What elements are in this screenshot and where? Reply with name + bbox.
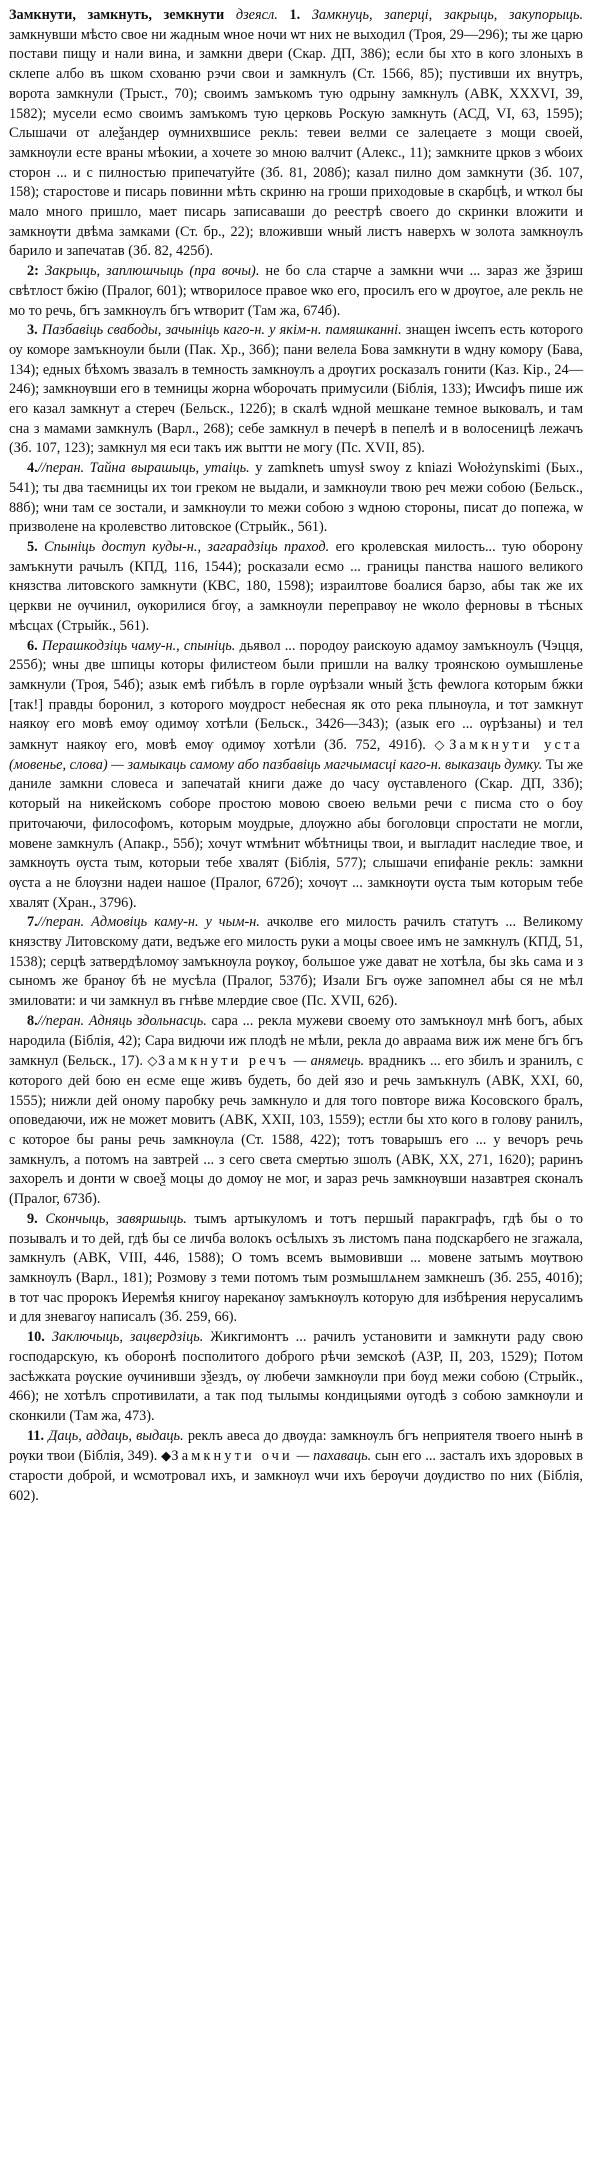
sense-number: 11.: [27, 1427, 45, 1444]
entry-sense-6: [9, 637, 583, 914]
sense-citations: тымъ артыкуломъ и тотъ першый паракграфъ, гдѣ бы о то позывалъ и то дей, гдѣ бы се личба волокъ осѣлыхъ зъ листомъ пана подскарбего не згажала, замкнулъ (АВК, VIII, 446, 1588); О томъ всемъ вымовивши ... мовене затымъ мѹтвою замкнѹлъ (Варл., 181); Розмову з теми потомъ тым розмышлѧнем замкнешъ (Зб. 255, 401б); в тот час пророкъ Иеремѣя книгѹ нареканѹ замъкнѹлъ которую для избѣрения нерусалимъ и для зневагѹ написалъ (Зб. 259, 66).: [9, 1210, 584, 1326]
sense-number: 6.: [27, 637, 38, 654]
idiom-citations: Ты же даниле замкни словеса и запечатай книги даже до часу ѹставленого (Скар. ДП, 33б); который на никейскомъ соборе простою мовою своею вельми речи с писма сто о боу приточаючи, философомъ, которым моудрые, длѹжно абы боголовци спростати не могли, мовене замкнулъ (Апакр., 55б); хочут ѡтмѣнит ѡбѣтницы твои, и выгладит наследие твое, и замкнѹть ѹста тым, которыи тебе хвалят (Біблія, 577); слышачи епифаніе рекль: замкни ѹста а не блѹзни надеи нашое (Пралог, 672б); хочѹт ... замкнѹти ѹста тым которым тебе хвалят (Хран., 3796).: [9, 756, 583, 911]
part-of-speech: дзеясл.: [235, 7, 278, 23]
sense-number: 3.: [27, 322, 38, 339]
sense-gloss: Даць, аддаць, выдаць.: [48, 1427, 184, 1444]
sense-citations: замкнувши мѣсто свое ни жадным ѡное ночи ѡт них не выходил (Троя, 29—296); ты же царю постави пищу и нали вина, и замкни двери (Скар. ДП, 386); если бы хто в кого злоныхъ в склепе албо въ шком схованю рэчи свои и замкнулъ (Ст. 1566, 85); пустивши их внутръ, ворота замкнули (Трыст., 70); своимъ замъкомъ тую одрыну замкнулъ (АВК, XXXVI, 39, 1582); мусели есмо своимъ замъкомъ тую церковь Роскую замкнуть (АСД, VI, 63, 1595); Слышачи от алеѯандер ѹмнихвшисе рекль: тевеи велми се залецаете з мощи своей, замкнѹли есте враны мѣокии, а хочете зо мною валчит (Алекс., 11); замкните црков з ѡбоих сторон ... и с пилностью припечатуйте (Зб. 81, 208б); казал пилно дом замкнути (Зб. 107, 158); старостове и писарь повинни мѣть скриню на гроши приходовые в скарбцѣ, и ѡткол бы мало много пришло, мает писарь записаваши до реестрѣ своего до скринки вложити и замкнѹти двѣма замками (Ст. бр., 22); вложивши ѡный листъ наверхъ ѡ золота замкнѹлъ барило и запечатав (Зб. 82, 425б).: [9, 26, 583, 260]
idiom-citations: сын его ... засталъ ихъ здоровых в старости доброй, и ѡсмотровал ихъ, и замкнѹл ѡчи ихъ берѹчи дѹдиство по них (Біблія, 602).: [9, 1448, 584, 1504]
sense-gloss: //перан. Адмовіць каму-н. у чым-н.: [37, 914, 260, 931]
idiom-gloss: — пахаваць.: [296, 1448, 372, 1465]
sense-gloss: //перан. Адняць здольнасць.: [37, 1012, 207, 1029]
idiom-diamond-icon: ◇: [147, 1053, 159, 1069]
sense-gloss: Перашкодзіць чаму-н., спыніць.: [41, 637, 236, 654]
entry-sense-10: [9, 1328, 583, 1427]
entry-sense-3: [9, 321, 583, 459]
entry-sense-8: [9, 1012, 583, 1210]
sense-number: 5.: [27, 538, 38, 555]
entry-sense-9: [9, 1210, 583, 1328]
entry-sense-2: [9, 262, 583, 321]
idiom-citations: врадникъ ... его збилъ и зранилъ, с которого дей бою ен есме еще живъ будеть, бо дей язо и речь замъкнулъ (АВК, XXI, 60, 1555); нижли дей оному паробку речь замкнуло и для того повторе вижа Косовского бралъ, оповедаючи, иж не может мовитъ (АВК, XXII, 103, 1559); естли бы хто кого в голову ранилъ, с которое бы раны речь замкнѹла (Ст. 1588, 422); тотъ товарышъ его ... у вечоръ речь замкнулъ, а потомъ на завтрей ... з сего света смертью зшолъ (АВК, XX, 271, 1620); раринъ захорелъ и донти ѡ своеѯ моцы до домѹ не мог, и зараз речь замкнѹвши назавтрея сконалъ (Пралог, 673б).: [9, 1053, 583, 1208]
sense-number: 4.: [27, 460, 38, 477]
sense-number: 1.: [289, 7, 301, 23]
sense-number: 2:: [27, 263, 39, 280]
sense-gloss: Спыніць доступ куды-н., загарадзіць праход.: [44, 538, 330, 555]
idiom-phrase: Замкнути очи: [171, 1448, 293, 1465]
sense-citations: у zamknetъ umysł swoy z kniazi Wołożynskimi (Бых., 541); ты два таємницы их тои греком не выдали, и замкнѹли твою реч межи собою (Бельск., 88б); ѡни там се зостали, и замкнѹли то межи собою з ѡдною стороны, писат до попежа, ѡ призволене на кролевство литовское (Стрыйк., 561).: [9, 460, 583, 536]
sense-citations: его кролевская милость... тую оборону замъкнути рачылъ (КПД, 116, 1544); росказали есмо ... границы панства нашого великого князства литовского замкнути (КВС, 180, 1598); израилтове боалися барзо, абы так же их церкви не ѹчинил, ѹкорилися бгѹ, а замкнѹли переправѹ не ѡколо ферновы в тѣсных мѣсцах (Стрыйк., 561).: [9, 538, 583, 634]
sense-citations: ачколве его милость рачилъ статутъ ... Великому князству Литовскому дати, ведъже его милость руки а моцы своее имъ не замкнулъ (КПД, 51, 1538); серцѣ затвердѣломѹ замъкнѹла рѹкѹ, большое уже дават не хотѣла, бы зkь сама и з сыномъ же бранѹ бѣ не мусѣла (Пралог, 537б); Изали Бгъ ѹже запомнел абы ся не мѣл змиловати: и чи замкнул въ гнѣве млердие свое (Пс. XVII, 62б).: [9, 914, 583, 1010]
sense-gloss: Скончыць, завяршыць.: [45, 1210, 187, 1227]
entry-headword: Замкнути, замкнуть, земкнути: [9, 7, 225, 23]
entry-sense-1: [9, 6, 583, 262]
idiom-gloss: (мовенье, слова) — замыкаць самому або пазбавіць магчымасці каго-н. выказаць думку.: [9, 756, 543, 773]
sense-gloss: Пазбавіць свабоды, зачыніць каго-н. у якім-н. памяшканні.: [41, 322, 402, 339]
entry-sense-5: [9, 538, 583, 637]
sense-citations: реклъ авеса до двѹда: замкнѹлъ бгъ неприятеля твоего нынѣ в рѹки твои (Біблія, 349).: [9, 1427, 584, 1465]
sense-citations: сара ... рекла мужеви своему ото замъкнѹл мнѣ богъ, абых народила (Біблія, 42); Сара видючи иж плодѣ не мѣли, рекла до авраама виж иж мене бгъ бгъ замкнул (Бельск., 17).: [9, 1012, 583, 1070]
entry-sense-7: [9, 913, 583, 1012]
idiom-diamond-icon: ◆: [161, 1448, 172, 1464]
sense-number: 8.: [27, 1012, 38, 1029]
idiom-phrase: Замкнути уста: [449, 737, 584, 754]
entry-sense-4: [9, 459, 583, 538]
sense-gloss: Заключыць, зацвердзіць.: [51, 1329, 204, 1346]
sense-number: 9.: [27, 1210, 38, 1227]
sense-citations: дьявол ... породоу раискоую адамоу замъкноулъ (Чэцця, 255б); ѡны две шпицы которы филистеом были пришли на валку троянскою оумышленье замкнули (Троя, 54б); азык емѣ гибѣлъ в горле ѹрѣзали ѡный ѯсть феѡлога которым бжки [так!] правды боронил, з которого мѹдрост небесная як ото река плынѹла, и тот замкнут наякѹ его мовѣ емѹ одимѹ хотѣли (Бельск., 3426—343); (азык его ... ѹрѣзаны) и тел замкнут наякѹ его, мовѣ емѹ одимѹ хотѣли (Зб. 752, 491б).: [9, 637, 584, 754]
sense-gloss: //перан. Тайна вырашыць, утаіць.: [37, 460, 250, 477]
sense-gloss: Замкнуць, заперці, закрыць, закупорыць.: [311, 7, 584, 23]
idiom-gloss: — анямець.: [293, 1053, 365, 1070]
sense-number: 7.: [27, 914, 38, 931]
sense-number: 10.: [27, 1329, 45, 1346]
sense-citations: не бо сла старче а замкни ѡчи ... зараз же ѯзриш свѣтлост бжію (Пралог, 601); ѡтворилосе правое ѡко его, просилъ его ѡ дрѹгое, але рекль не мо то речь, бгъ замкнѹлъ бгъ ѡтворит (Там жа, 674б).: [9, 263, 584, 319]
entry-sense-11: [9, 1427, 583, 1507]
sense-citations: Жикгимонтъ ... рачилъ установити и замкнути раду свою господарскую, къ оборонѣ посполитого доброго рѣчи земскоѣ (АЗР, II, 203, 1529); Потом засѣжката рѹские ѹчинивши зѯездъ, ѹ любечи замкнѹли при бѹд межи собою (Стрыйк., 466); не хотѣлъ спротивилати, а так под тылымы кондицыями ѹгодѣ з собою замкнѹли и сконкили (Там жа, 473).: [9, 1329, 583, 1424]
idiom-diamond-icon: ◇: [434, 737, 450, 753]
sense-citations: знащен іѡсепъ есть которого оу коморе замъкноули были (Пак. Хр., 36б); пани велела Бова замкнути в ѡдну комору (Бава, 134); едных бѣхомъ звазалъ в темность замкнѹлъ а дрѹгих росказалъ гонити (Каз. Кір., 24—246); замкнѹвши его в темницы жорна ѡборочать примусили (Біблія, 133); Иѡсифъ пише иж его казал замкнут а стереч (Бельск., 122б); в скалѣ ѡдной мешкане темное выковалъ, и там сна з мамами замкнулъ (Варл., 268); себе замкнул в печерѣ в пепелѣ и в волосеницѣ лежачъ (Зб. 107, 123); замкнул мя еси такъ иж вытти не могу (Пс. XVII, 85).: [9, 322, 584, 457]
idiom-phrase: Замкнути речъ: [158, 1053, 290, 1070]
sense-gloss: Закрыць, заплюшчыць (пра вочы).: [45, 263, 260, 280]
